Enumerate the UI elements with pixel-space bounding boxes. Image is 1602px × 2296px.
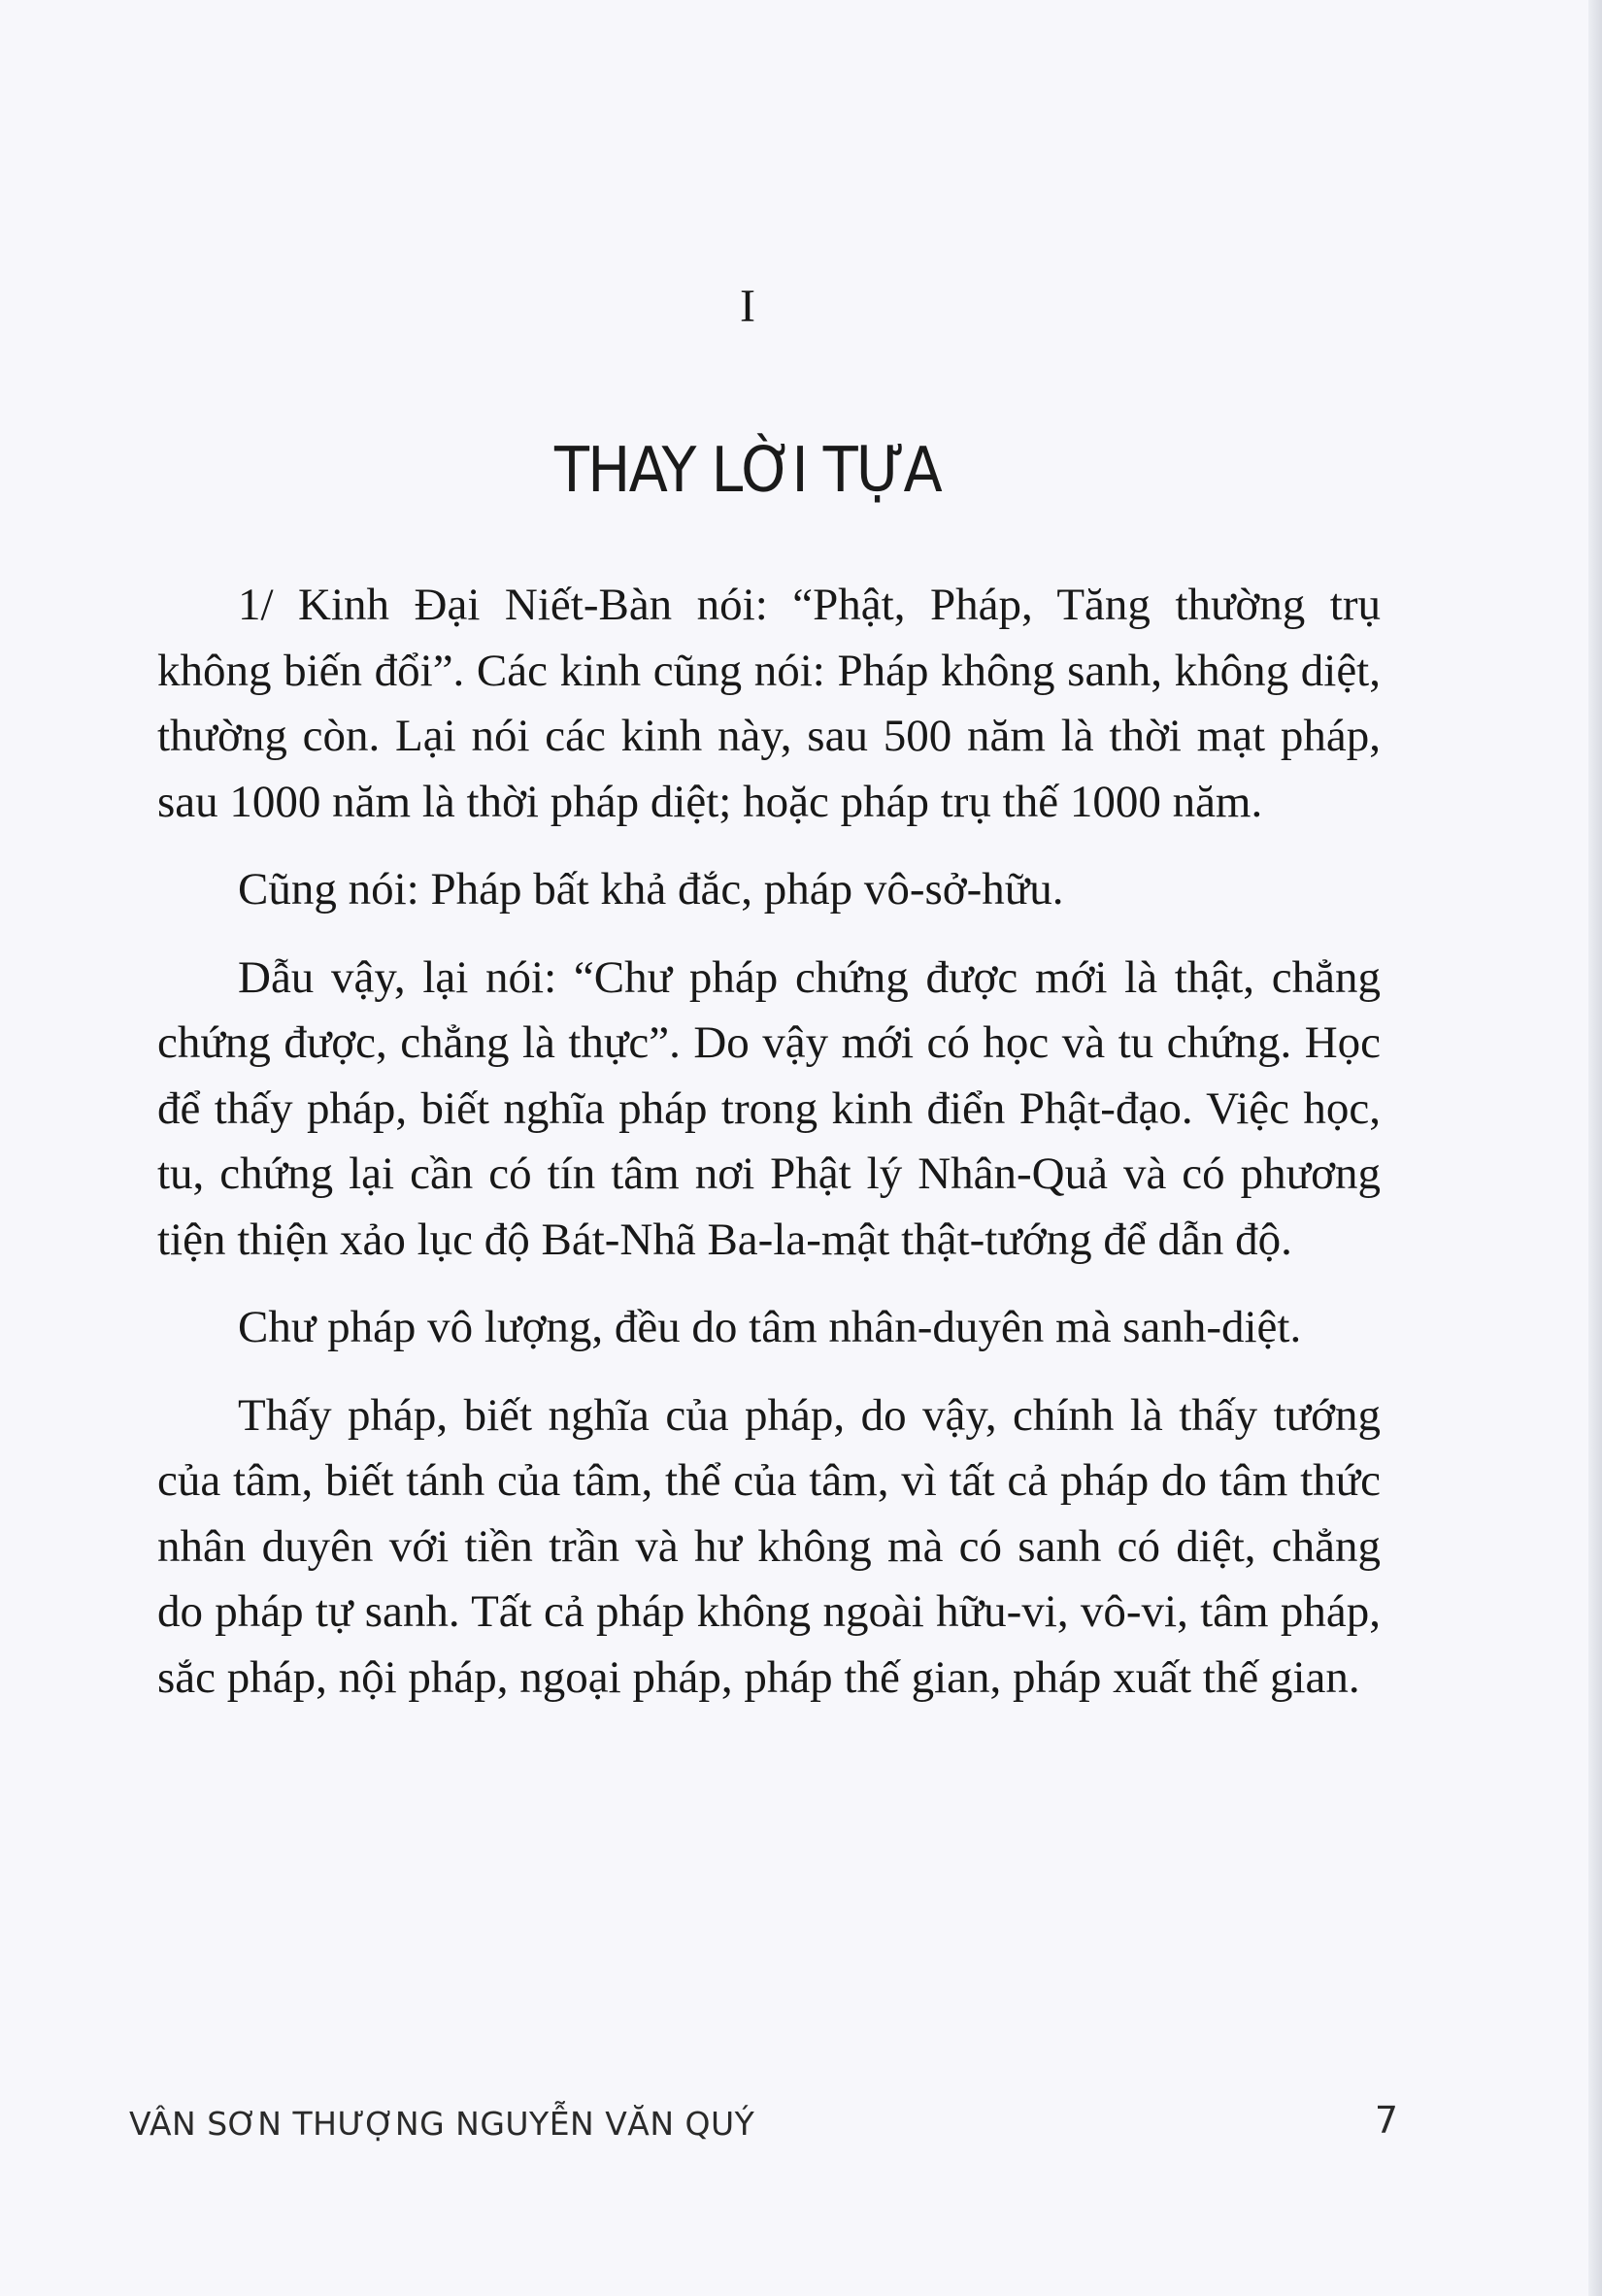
footer-author: VÂN SƠN THƯỢNG NGUYỄN VĂN QUÝ bbox=[129, 2105, 755, 2143]
page-number: 7 bbox=[1374, 2099, 1398, 2142]
body-text bbox=[157, 573, 1381, 1733]
paragraph-5: Thấy pháp, biết nghĩa của pháp, do vậy, chính là thấy tướng của tâm, biết tánh của tâm, thể của tâm, vì tất cả pháp do tâm thức nhân duyên với tiền trần và hư không mà có sanh có diệt, chẳng do pháp tự sanh. Tất cả pháp không ngoài hữu-vi, vô-vi, tâm pháp, sắc pháp, nội pháp, ngoại pháp, pháp thế gian, pháp xuất thế gian. bbox=[157, 1389, 1381, 1703]
paragraph-4: Chư pháp vô lượng, đều do tâm nhân-duyên mà sanh-diệt. bbox=[238, 1302, 1302, 1352]
paragraph-1: 1/ Kinh Đại Niết-Bàn nói: “Phật, Pháp, Tăng thường trụ không biến đổi”. Các kinh cũng nói: Pháp không sanh, không diệt, thường còn. Lại nói các kinh này, sau 500 năm là thời mạt pháp, sau 1000 năm là thời pháp diệt; hoặc pháp trụ thế 1000 năm. bbox=[157, 580, 1381, 827]
chapter-number: I bbox=[740, 281, 755, 332]
page-edge-shadow bbox=[1588, 0, 1602, 2296]
paragraph-2: Cũng nói: Pháp bất khả đắc, pháp vô-sở-hữu. bbox=[238, 864, 1064, 915]
chapter-title: THAY LỜI TỰA bbox=[554, 435, 941, 507]
paragraph-3: Dẫu vậy, lại nói: “Chư pháp chứng được mới là thật, chẳng chứng được, chẳng là thực”. Do vậy mới có học và tu chứng. Học để thấy pháp, biết nghĩa pháp trong kinh điển Phật-đạo. Việc học, tu, chứng lại cần có tín tâm nơi Phật lý Nhân-Quả và có phương tiện thiện xảo lục độ Bát-Nhã Ba-la-mật thật-tướng để dẫn độ. bbox=[157, 951, 1381, 1265]
